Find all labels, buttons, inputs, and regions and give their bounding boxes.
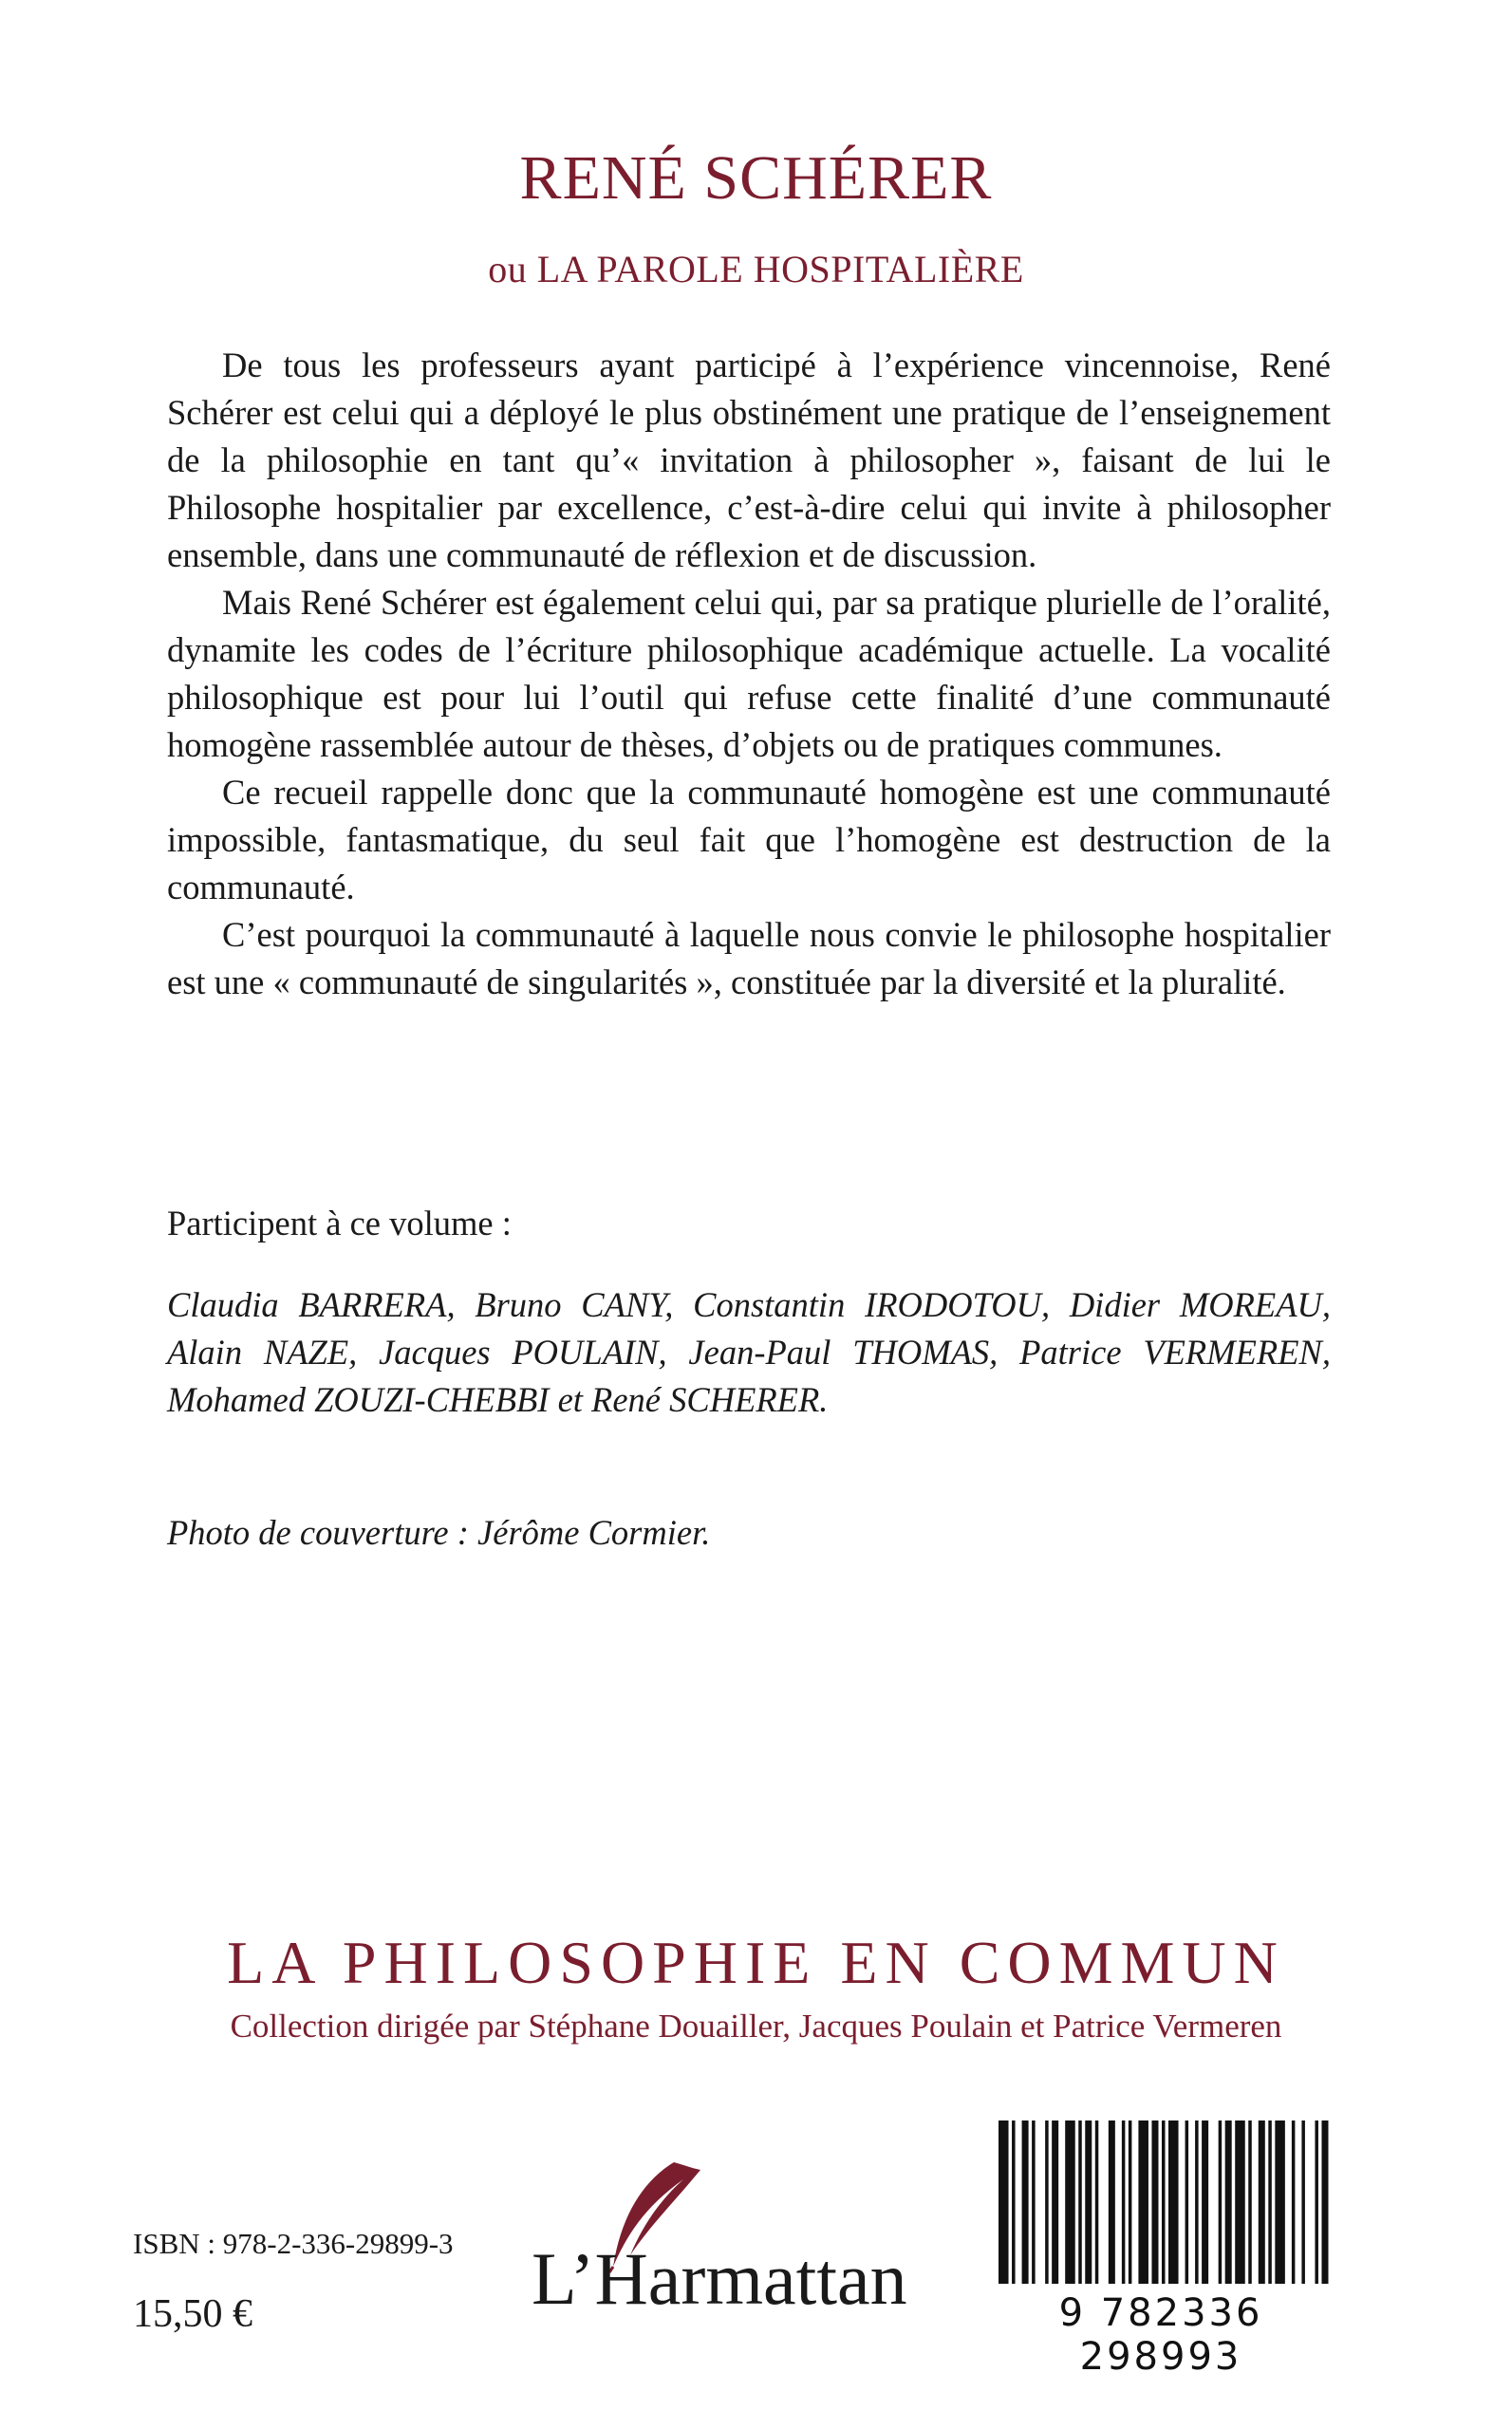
barcode-bar bbox=[1259, 2120, 1265, 2284]
barcode-bar bbox=[1012, 2120, 1016, 2284]
publisher-logo bbox=[532, 2160, 911, 2331]
barcode-digits: 9 782336 298993 bbox=[1058, 2291, 1263, 2379]
barcode-bar bbox=[1225, 2120, 1232, 2284]
barcode-bar bbox=[1085, 2120, 1092, 2284]
barcode-bar bbox=[1195, 2120, 1199, 2284]
barcode-bar bbox=[1275, 2120, 1285, 2284]
barcode-bar bbox=[1321, 2120, 1328, 2284]
price: 15,50 € bbox=[133, 2292, 252, 2336]
blurb-paragraph: Ce recueil rappelle donc que la communauté homogène est une communauté impossible, fantasmatique, du seul fait que l’homogène est destruction de la communauté. bbox=[167, 773, 1331, 906]
participants-list: Claudia BARRERA, Bruno CANY, Constantin IRODOTOU, Didier MOREAU, Alain NAZE, Jacques POULAIN, Jean-Paul THOMAS, Patrice VERMEREN, Mohamed ZOUZI-CHEBBI et René SCHERER. bbox=[167, 1285, 1331, 1419]
barcode-bar bbox=[1032, 2120, 1036, 2284]
barcode-bar bbox=[1022, 2120, 1029, 2284]
barcode-bar bbox=[1202, 2120, 1208, 2284]
barcode-bar bbox=[1052, 2120, 1058, 2284]
barcode-bar bbox=[1109, 2120, 1115, 2284]
barcode-bar bbox=[1315, 2120, 1318, 2284]
barcode-bar bbox=[1292, 2120, 1296, 2284]
blurb bbox=[167, 342, 1331, 1006]
blurb-paragraph: C’est pourquoi la communauté à laquelle nous convie le philosophe hospitalier est une « communauté de singularités », constituée par la diversité et la pluralité. bbox=[167, 915, 1331, 1001]
barcode-bar bbox=[1065, 2120, 1075, 2284]
blurb-paragraph: De tous les professeurs ayant participé à l’expérience vincennoise, René Schérer est celui qui a déployé le plus obstinément une pratique de l’enseignement de la philosophie en tant qu’« invitation à philosopher », faisant de lui le Philosophe hospitalier par excellence, c’est-à-dire celui qui invite à philosopher ensemble, dans une communauté de réflexion et de discussion. bbox=[167, 346, 1331, 574]
series-name: LA PHILOSOPHIE EN COMMUN bbox=[227, 1929, 1285, 1996]
barcode-bar bbox=[1248, 2120, 1252, 2284]
barcode-bar bbox=[1151, 2120, 1158, 2284]
barcode-bar bbox=[1129, 2120, 1132, 2284]
barcode-bar bbox=[1045, 2120, 1049, 2284]
barcode-bar bbox=[1301, 2120, 1305, 2284]
barcode-bars bbox=[981, 2113, 1340, 2293]
blurb-paragraph: Mais René Schérer est également celui qui, par sa pratique plurielle de l’oralité, dynamite les codes de l’écriture philosophique académique actuelle. La vocalité philosophique est pour lui l’outil qui refuse cette finalité d’une communauté homogène rassemblée autour de thèses, d’objets ou de pratiques communes. bbox=[167, 583, 1331, 764]
barcode-bar bbox=[1185, 2120, 1189, 2284]
barcode-bar bbox=[1219, 2120, 1223, 2284]
barcode-bar bbox=[999, 2120, 1009, 2284]
barcode-bar bbox=[1168, 2120, 1179, 2284]
series-editors: Collection dirigée par Stéphane Douailler, Jacques Poulain et Patrice Vermeren bbox=[230, 2008, 1282, 2045]
barcode bbox=[981, 2113, 1340, 2379]
photo-credit: Photo de couverture : Jérôme Cormier. bbox=[167, 1513, 711, 1552]
barcode-bar bbox=[1095, 2120, 1099, 2284]
barcode-bar bbox=[1078, 2120, 1082, 2284]
barcode-bar bbox=[1235, 2120, 1245, 2284]
barcode-bar bbox=[1162, 2120, 1166, 2284]
book-title: RENÉ SCHÉRER bbox=[519, 143, 993, 213]
publisher-name: L’Harmattan bbox=[532, 2237, 907, 2320]
participants-label: Participent à ce volume : bbox=[167, 1204, 512, 1242]
barcode-bar bbox=[1268, 2120, 1272, 2284]
barcode-bar bbox=[1138, 2120, 1148, 2284]
book-subtitle: ou LA PAROLE HOSPITALIÈRE bbox=[488, 248, 1024, 290]
barcode-bar bbox=[1122, 2120, 1126, 2284]
isbn: ISBN : 978-2-336-29899-3 bbox=[133, 2227, 454, 2260]
